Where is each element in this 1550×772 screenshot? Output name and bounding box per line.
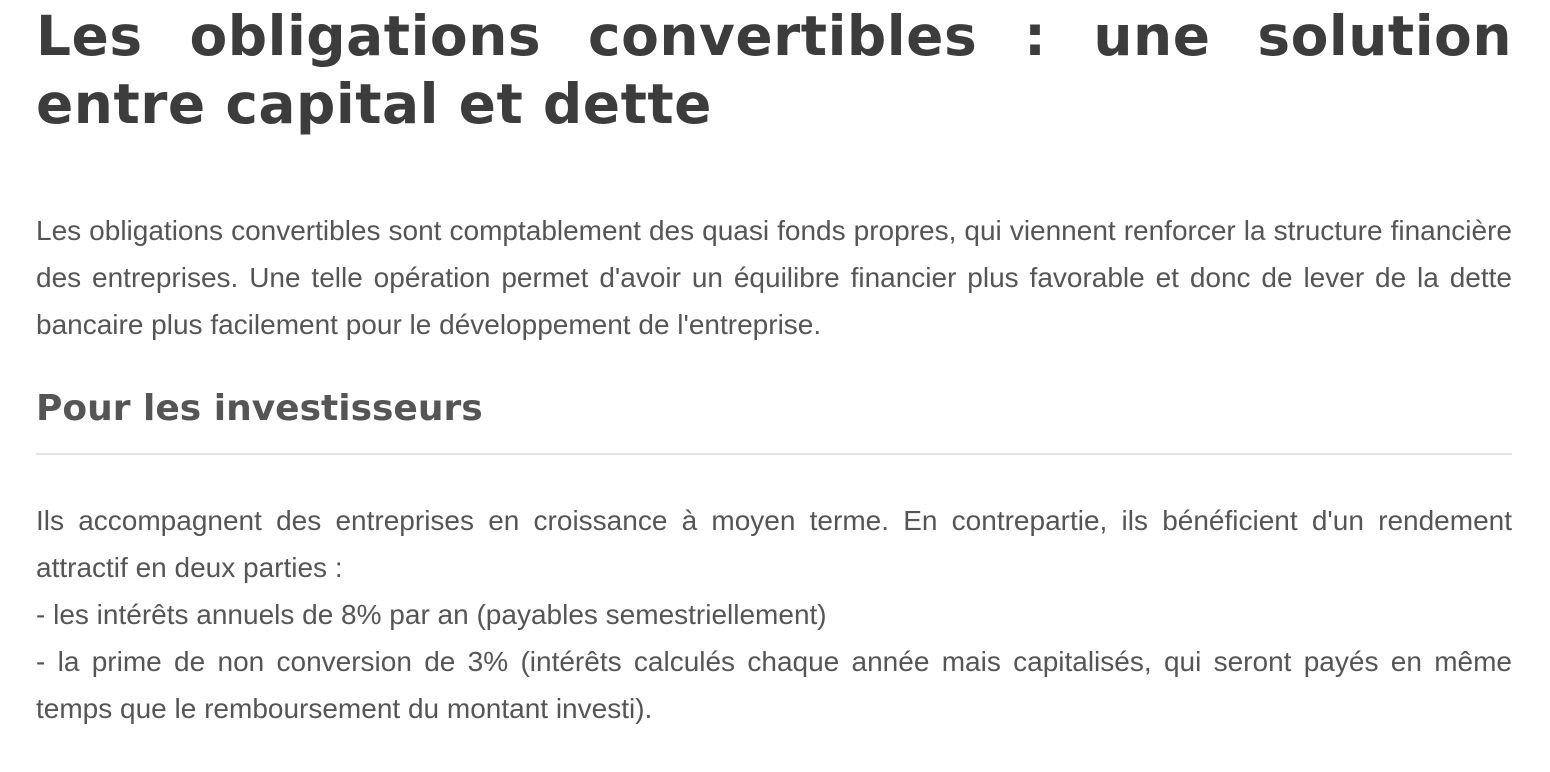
section-heading: Pour les investisseurs — [36, 388, 483, 429]
list-item-interest: - les intérêts annuels de 8% par an (payables semestriellement) — [36, 599, 827, 630]
page-title: Les obligations convertibles : une solution entre capital et dette — [36, 4, 1512, 136]
section-divider — [36, 453, 1512, 455]
section-body — [36, 497, 1512, 732]
list-item-premium: - la prime de non conversion de 3% (intérêts calculés chaque année mais capitalisés, qui seront payés en même temps que le remboursement du montant investi). — [36, 646, 1512, 724]
intro-paragraph: Les obligations convertibles sont comptablement des quasi fonds propres, qui viennent renforcer la structure financière des entreprises. Une telle opération permet d'avoir un équilibre financier plus favorable et donc de lever de la dette bancaire plus facilement pour le développement de l'entreprise. — [36, 215, 1512, 340]
article — [36, 0, 1512, 732]
section-paragraph: Ils accompagnent des entreprises en croissance à moyen terme. En contrepartie, ils bénéficient d'un rendement attractif en deux parties : — [36, 505, 1512, 583]
